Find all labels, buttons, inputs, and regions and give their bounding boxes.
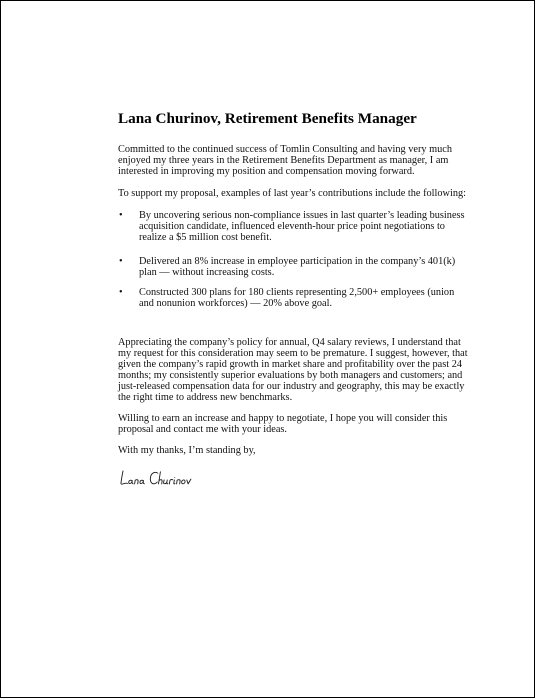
letter-title: Lana Churinov, Retirement Benefits Manager: [118, 110, 417, 127]
list-item: [118, 287, 468, 309]
negotiation-paragraph: Willing to earn an increase and happy to negotiate, I hope you will consider this proposal and contact me with your ideas.: [118, 413, 448, 435]
list-item: [118, 210, 468, 243]
opening-paragraph: Committed to the continued success of Tomlin Consulting and having very much enjoyed my three years in the Retirement Benefits Department as manager, I am interested in improving my position and compensation moving forward.: [118, 144, 452, 177]
contributions-intro: To support my proposal, examples of last year’s contributions include the following:: [118, 188, 466, 199]
bullet-icon: •: [119, 256, 123, 267]
list-item: [118, 256, 468, 278]
contributions-list: [118, 210, 468, 309]
list-item-text: Delivered an 8% increase in employee participation in the company’s 401(k) plan — without increasing costs.: [139, 256, 456, 278]
request-paragraph: Appreciating the company’s policy for annual, Q4 salary reviews, I understand that my request for this consideration may seem to be premature. I suggest, however, that given the company’s rapid growth in market share and profitability over the past 24 months; my consistently superior evaluations by both managers and customers; and just-released compensation data for our industry and geography, this may be exactly the right time to address new benchmarks.: [118, 337, 468, 403]
handwritten-signature: [119, 466, 468, 490]
letter-body: [118, 110, 468, 490]
list-item-text: Constructed 300 plans for 180 clients representing 2,500+ employees (union and nonunion workforces) — 20% above goal.: [139, 287, 455, 309]
closing-line: With my thanks, I’m standing by,: [118, 445, 256, 456]
bullet-icon: •: [119, 287, 123, 298]
signature-icon: [119, 466, 219, 490]
bullet-icon: •: [119, 210, 123, 221]
list-item-text: By uncovering serious non-compliance issues in last quarter’s leading business acquisition candidate, influenced eleventh-hour price point negotiations to realize a $5 million cost benefit.: [139, 210, 465, 243]
